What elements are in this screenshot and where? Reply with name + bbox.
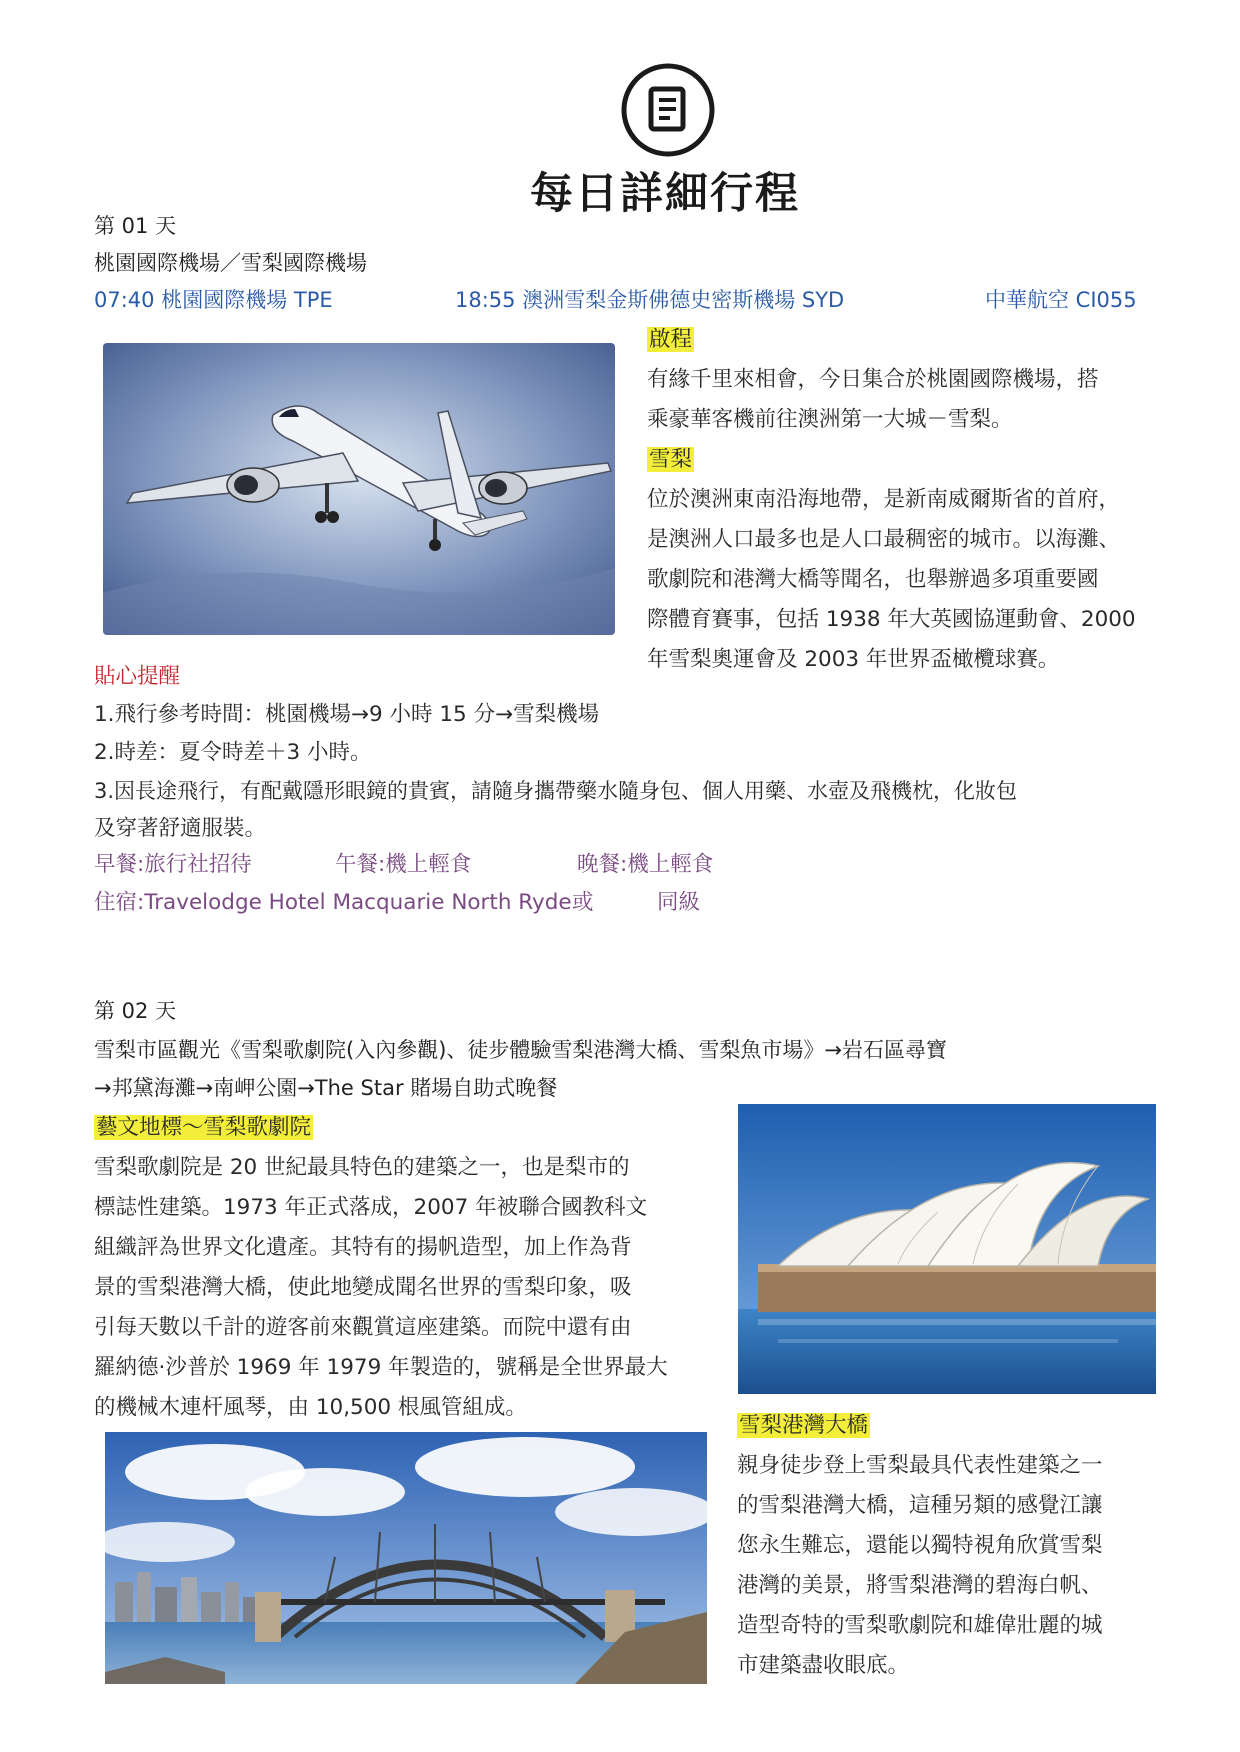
reminder-title: 貼心提醒 [94, 664, 181, 689]
stay-hotel: 住宿:Travelodge Hotel Macquarie North Ryde [94, 890, 572, 915]
bridge-line-1: 親身徒步登上雪梨最具代表性建築之一 [737, 1453, 1103, 1478]
opera-title [94, 1108, 724, 1148]
sydney-line-4: 際體育賽事，包括 1938 年大英國協運動會、2000 [647, 607, 1136, 632]
reminder-line-2: 2.時差：夏令時差＋3 小時。 [94, 740, 372, 765]
reminder-line-3: 3.因長途飛行，有配戴隱形眼鏡的貴賓，請隨身攜帶藥水隨身包、個人用藥、水壺及飛機枕，化妝包 [94, 779, 1018, 803]
opera-line-2: 標誌性建築。1973 年正式落成，2007 年被聯合國教科文 [94, 1195, 648, 1220]
stay-same-level: 同級 [657, 890, 701, 915]
opera-line-5: 引每天數以千計的遊客前來觀賞這座建築。而院中還有由 [94, 1315, 632, 1340]
bridge-line-2: 的雪梨港灣大橋，這種另類的感覺江讓 [737, 1493, 1103, 1518]
flight-depart: 07:40 桃園國際機場 TPE [94, 288, 333, 312]
opera-line-3: 組織評為世界文化遺產。其特有的揚帆造型，加上作為背 [94, 1235, 632, 1260]
sydney-line-5: 年雪梨奧運會及 2003 年世界盃橄欖球賽。 [647, 647, 1060, 672]
day-route: 桃園國際機場／雪梨國際機場 [94, 251, 367, 275]
day2-label: 第 02 天 [94, 999, 177, 1023]
departure-line-2: 乘豪華客機前往澳洲第一大城－雪梨。 [647, 407, 1013, 432]
day1-sections [647, 320, 1167, 680]
bridge-line-5: 造型奇特的雪梨歌劇院和雄偉壯麗的城 [737, 1613, 1103, 1638]
day-label: 第 01 天 [94, 214, 177, 238]
page-title: 每日詳細行程 [530, 169, 800, 219]
section-title-departure-text: 啟程 [649, 327, 693, 352]
opera-line-7: 的機械木連杆風琴，由 10,500 根風管組成。 [94, 1395, 527, 1420]
sydney-line-1: 位於澳洲東南沿海地帶，是新南威爾斯省的首府， [647, 487, 1121, 512]
opera-line-4: 景的雪梨港灣大橋，使此地變成聞名世界的雪梨印象，吸 [94, 1275, 632, 1300]
opera-section [94, 1108, 724, 1428]
day2-route-line-1: 雪梨市區觀光《雪梨歌劇院(入內參觀)、徒步體驗雪梨港灣大橋、雪梨魚市場》→岩石區尋寶 [94, 1038, 947, 1062]
opera-line-6: 羅納德·沙普於 1969 年 1979 年製造的，號稱是全世界最大 [94, 1355, 668, 1380]
departure-line-1: 有緣千里來相會，今日集合於桃園國際機場，搭 [647, 367, 1099, 392]
bridge-section [737, 1406, 1177, 1686]
document-list-icon [620, 62, 716, 158]
airplane-photo [103, 343, 615, 635]
meal-dinner: 晚餐:機上輕食 [577, 852, 714, 877]
harbour-bridge-photo [105, 1432, 707, 1684]
sydney-line-3: 歌劇院和港灣大橋等聞名，也舉辦過多項重要國 [647, 567, 1099, 592]
day2-route-line-2: →邦黛海灘→南岬公園→The Star 賭場自助式晚餐 [94, 1076, 558, 1100]
sydney-line-2: 是澳洲人口最多也是人口最稠密的城市。以海灘、 [647, 527, 1121, 552]
section-title-sydney-text: 雪梨 [649, 447, 693, 472]
section-title-sydney [647, 440, 1167, 480]
meal-breakfast: 早餐:旅行社招待 [94, 852, 252, 877]
bridge-title-text: 雪梨港灣大橋 [739, 1413, 869, 1438]
flight-arrive: 18:55 澳洲雪梨金斯佛德史密斯機場 SYD [455, 288, 845, 312]
opera-house-photo [738, 1104, 1156, 1394]
bridge-line-4: 港灣的美景，將雪梨港灣的碧海白帆、 [737, 1573, 1103, 1598]
reminder [94, 658, 1204, 848]
flight-airline: 中華航空 CI055 [985, 288, 1137, 312]
stay-or: 或 [572, 890, 594, 915]
bridge-line-6: 市建築盡收眼底。 [737, 1653, 910, 1678]
opera-title-text: 藝文地標～雪梨歌劇院 [96, 1115, 312, 1140]
meal-lunch: 午餐:機上輕食 [335, 852, 472, 877]
section-title-departure [647, 320, 1167, 360]
reminder-line-4: 及穿著舒適服裝。 [94, 816, 267, 841]
bridge-line-3: 您永生難忘，還能以獨特視角欣賞雪梨 [737, 1533, 1103, 1558]
opera-line-1: 雪梨歌劇院是 20 世紀最具特色的建築之一，也是梨市的 [94, 1155, 630, 1180]
reminder-line-1: 1.飛行參考時間：桃園機場→9 小時 15 分→雪梨機場 [94, 702, 600, 727]
bridge-title [737, 1406, 1177, 1446]
